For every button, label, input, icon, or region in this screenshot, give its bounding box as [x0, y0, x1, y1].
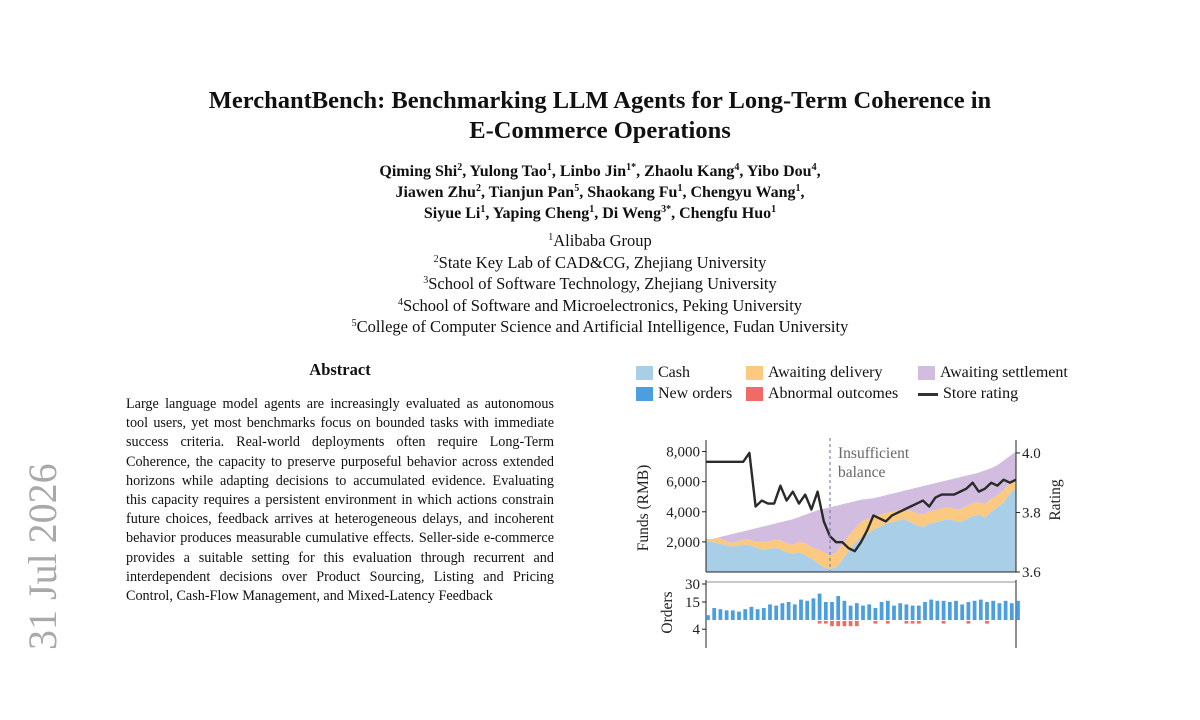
new-orders-bar [787, 602, 791, 620]
author-affil-mark: 1 [677, 183, 683, 194]
author-affil-mark: 1* [626, 162, 637, 173]
annotation-text: Insufficient [838, 445, 910, 462]
legend-label: Store rating [943, 385, 1019, 402]
orders-y-tick-label: 4 [692, 622, 700, 639]
author-name: Chengyu Wang [690, 184, 796, 201]
new-orders-bar [892, 606, 896, 620]
awaiting-settlement-swatch [918, 366, 935, 380]
y-tick-label: 4,000 [666, 504, 700, 521]
new-orders-bar [725, 610, 729, 620]
abnormal-bar [905, 621, 909, 624]
legend-label: Abnormal outcomes [768, 385, 899, 402]
annotation-text: balance [838, 464, 886, 481]
title-line-1: MerchantBench: Benchmarking LLM Agents for Long-Term Coherence in [208, 87, 992, 114]
affiliation-mark: 1 [548, 232, 554, 243]
abnormal-swatch [746, 387, 763, 401]
author-name: Linbo Jin [559, 163, 627, 180]
side-stamp-text: 31 Jul 2026 [20, 463, 65, 650]
abstract-heading: Abstract [309, 360, 371, 379]
author-list: Qiming Shi$^2$, Yulong Tao$^1$, Linbo Jin$^{1*}$, Zhaolu Kang$^4$, Yibo Dou$^4$, Jiawen Zhu$^2$, Tianjun Pan$^5$, Shaokang Fu$^1$, Chengyu Wang$^1$, Siyue Li$^1$, Yaping Cheng$^1$, Di Weng$^{3*}$, Chengfu Huo$^1$ [379, 162, 821, 222]
author-affil-mark: 2 [457, 162, 463, 173]
new-orders-bar [812, 598, 816, 620]
cash-swatch [636, 366, 653, 380]
affiliation-mark: 4 [397, 296, 403, 308]
new-orders-bar [923, 602, 927, 620]
y-tick-label: 2,000 [666, 534, 700, 551]
author-affil-mark: 5 [574, 183, 580, 194]
new-orders-bar [830, 602, 834, 620]
author-name: Jiawen Zhu [395, 184, 476, 201]
orders-bars [659, 577, 1020, 648]
new-orders-bar [737, 612, 741, 620]
author-name: Di Weng [602, 205, 662, 222]
affiliation [0, 230, 1200, 252]
new-orders-bar [874, 608, 878, 620]
new-orders-bar [936, 601, 940, 620]
author-name: Yulong Tao [469, 163, 547, 180]
new-orders-bar [818, 594, 822, 620]
abnormal-bar [843, 621, 847, 626]
new-orders-bar [743, 609, 747, 620]
new-orders-bar [979, 600, 983, 620]
affiliation-list [0, 230, 1200, 338]
new-orders-swatch [636, 387, 653, 401]
new-orders-bar [706, 615, 710, 620]
abnormal-bar [874, 621, 878, 624]
new-orders-bar [954, 601, 958, 620]
abnormal-bar [911, 621, 915, 624]
author-name: Tianjun Pan [488, 184, 575, 201]
y2-axis-label: Rating [1047, 479, 1064, 521]
new-orders-bar [929, 600, 933, 620]
legend-item-new-orders [636, 385, 732, 403]
new-orders-bar [805, 601, 809, 620]
affiliation [0, 295, 1200, 317]
author-affil-mark: 1 [771, 204, 777, 215]
affiliation-text: College of Computer Science and Artificial Intelligence, Fudan University [356, 317, 849, 336]
abnormal-bar [917, 621, 921, 624]
legend-item-awaiting-settlement [918, 364, 1068, 382]
new-orders-bar [781, 603, 785, 620]
title-line-2: E-Commerce Operations [469, 117, 731, 144]
author-affil-mark: 4 [811, 162, 817, 173]
new-orders-bar [948, 602, 952, 620]
new-orders-bar [756, 609, 760, 620]
orders-y-tick-label: 30 [685, 577, 700, 593]
author-name: Yibo Dou [746, 163, 812, 180]
arxiv-side-stamp [0, 463, 86, 720]
legend-item-awaiting-delivery [746, 364, 883, 382]
affiliation-mark: 2 [433, 253, 439, 265]
new-orders-bar [793, 604, 797, 620]
affiliation [0, 252, 1200, 274]
new-orders-bar [1004, 601, 1008, 620]
new-orders-bar [942, 601, 946, 620]
new-orders-bar [849, 606, 853, 620]
abnormal-bar [849, 621, 853, 626]
legend-item-abnormal [746, 385, 898, 403]
new-orders-bar [768, 604, 772, 620]
affiliation-mark: 5 [351, 318, 357, 329]
new-orders-bar [991, 601, 995, 620]
awaiting-delivery-swatch [746, 366, 763, 380]
orders-y-label: Orders [659, 591, 676, 634]
orders-y-tick-label: 15 [685, 595, 700, 611]
affiliation [0, 273, 1200, 295]
author-name: Yaping Cheng [492, 205, 590, 222]
author-affil-mark: 1 [589, 204, 595, 215]
author-name: Qiming Shi [379, 163, 458, 180]
author-affil-mark: 1 [480, 204, 486, 215]
author-name: Shaokang Fu [587, 184, 678, 201]
affiliation-text: School of Software Technology, Zhejiang University [428, 274, 777, 293]
y2-tick-label: 3.8 [1022, 505, 1041, 522]
new-orders-bar [1010, 603, 1014, 620]
abnormal-bar [818, 621, 822, 624]
abstract-text: Large language model agents are increasingly evaluated as autonomous tool users, yet most benchmarks focus on bounded tasks with immediate success criteria. Real-world deployments often require Long-Term Coherence, the capacity to preserve purposeful behavior across extended horizons while adapting decisions to accumulated evidence. Evaluating this capacity requires a persistent environment in which actions constrain future choices, feedback arrives at heterogeneous delays, and incoherent behavior produces measurable cumulative effects. Seller-side e-commerce provides a suitable setting for this evaluation through recurrent and interdependent decisions over Product Sourcing, Listing and Pricing Control, Cash-Flow Management, and Mixed-Latency Feedback [126, 396, 554, 605]
abnormal-bar [942, 621, 946, 624]
new-orders-bar [774, 606, 778, 620]
author-name: Siyue Li [423, 205, 481, 222]
new-orders-bar [905, 604, 909, 620]
affiliation-text: School of Software and Microelectronics, Peking University [402, 295, 803, 315]
new-orders-bar [880, 602, 884, 620]
y-tick-label: 8,000 [666, 444, 700, 461]
legend-label: Awaiting delivery [768, 364, 883, 381]
affiliation-text: State Key Lab of CAD&CG, Zhejiang University [438, 252, 767, 272]
rating-line-swatch [918, 393, 938, 396]
new-orders-bar [998, 603, 1002, 620]
legend-label: New orders [658, 385, 733, 402]
new-orders-bar [1016, 601, 1020, 620]
y-tick-label: 6,000 [666, 474, 700, 491]
new-orders-bar [898, 603, 902, 620]
new-orders-bar [917, 606, 921, 620]
y-axis-label: Funds (RMB) [635, 464, 652, 552]
abnormal-bar [824, 621, 828, 624]
y2-tick-label: 4.0 [1022, 445, 1041, 462]
author-affil-mark: 1 [795, 183, 801, 194]
new-orders-bar [750, 607, 754, 620]
author-affil-mark: 2 [475, 183, 481, 194]
paper-title [0, 86, 1200, 146]
new-orders-bar [712, 608, 716, 620]
y2-tick-label: 3.6 [1022, 565, 1041, 581]
legend-item-rating [918, 385, 1018, 403]
new-orders-bar [836, 596, 840, 620]
new-orders-bar [762, 608, 766, 620]
author-name: Chengfu Huo [679, 205, 772, 222]
author-affil-mark: 1 [546, 162, 552, 173]
new-orders-bar [985, 602, 989, 620]
abnormal-bar [886, 621, 890, 624]
new-orders-bar [861, 606, 865, 620]
new-orders-bar [719, 609, 723, 620]
author-affil-mark: 4 [734, 162, 740, 173]
author-name: Zhaolu Kang [644, 163, 735, 180]
new-orders-bar [867, 604, 871, 620]
new-orders-bar [843, 601, 847, 620]
abnormal-bar [985, 621, 989, 624]
abnormal-bar [967, 621, 971, 624]
new-orders-bar [799, 600, 803, 620]
affiliation [0, 316, 1200, 338]
affiliation-mark: 3 [423, 275, 429, 286]
new-orders-bar [855, 603, 859, 620]
abnormal-bar [855, 621, 859, 626]
legend-item-cash [636, 364, 690, 382]
abnormal-bar [830, 621, 834, 626]
legend-label: Cash [658, 364, 690, 381]
new-orders-bar [824, 602, 828, 620]
legend-label: Awaiting settlement [940, 364, 1068, 381]
new-orders-bar [967, 602, 971, 620]
new-orders-bar [886, 601, 890, 620]
affiliation-text: Alibaba Group [553, 231, 652, 250]
new-orders-bar [731, 610, 735, 620]
author-affil-mark: 3* [661, 204, 672, 215]
new-orders-bar [973, 601, 977, 620]
funds-chart [620, 430, 1064, 648]
new-orders-bar [960, 604, 964, 620]
abnormal-bar [836, 621, 840, 626]
new-orders-bar [911, 606, 915, 620]
